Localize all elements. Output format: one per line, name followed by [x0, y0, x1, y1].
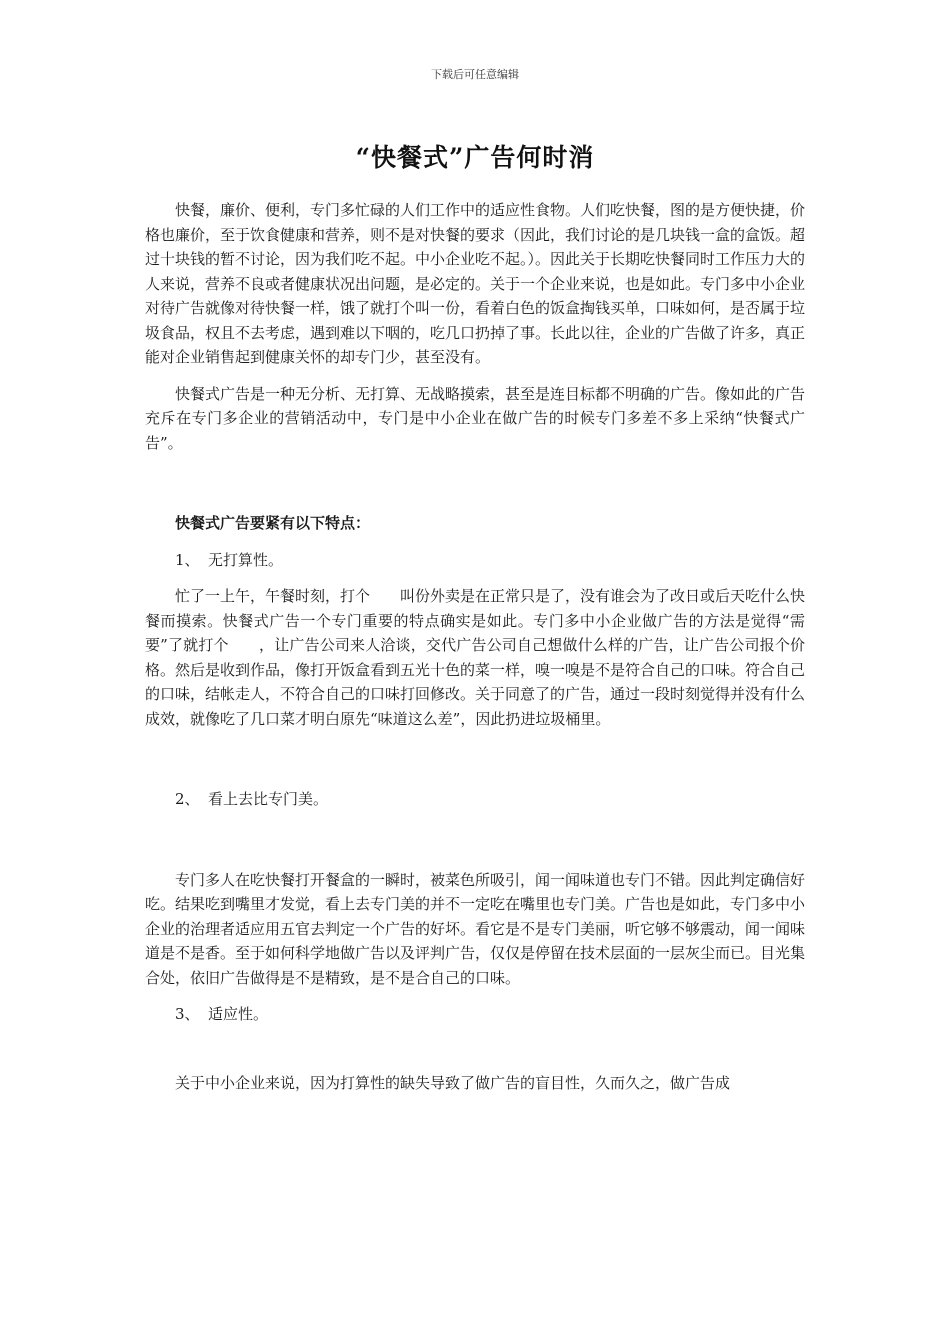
section-heading: 快餐式广告要紧有以下特点：	[175, 514, 371, 532]
list-text: 无打算性。	[208, 550, 284, 569]
spacer	[145, 743, 805, 787]
spacer	[145, 467, 805, 511]
list-item-3	[145, 1002, 805, 1027]
paragraph-no-plan: 忙了一上午，午餐时刻，打个 叫份外卖是在正常只是了，没有谁会为了改日或后天吃什么快餐而摸索。快餐式广告一个专门重要的特点确实是如此。专门多中小企业做广告的方法是觉得“需要”了就打个 ，让广告公司来人洽谈，交代广告公司自己想做什么样的广告，让广告公司报个价格。然后是收到作品，像打开饭盒看到五光十色的菜一样，嗅一嗅是不是符合自己的口味。符合自己的口味，结帐走人，不符合自己的口味打回修改。关于同意了的广告，通过一段时刻觉得并没有什么成效，就像吃了几口菜才明白原先“味道这么差”，因此扔进垃圾桶里。	[145, 587, 806, 728]
paragraph-intro: 快餐，廉价、便利，专门多忙碌的人们工作中的适应性食物。人们吃快餐，图的是方便快捷，价格也廉价，至于饮食健康和营养，则不是对快餐的要求（因此，我们讨论的是几块钱一盒的盒饭。超过十块钱的暂不讨论，因为我们吃不起。中小企业吃不起。）。因此关于长期吃快餐同时工作压力大的人来说，营养不良或者健康状况出问题，是必定的。关于一个企业来说，也是如此。专门多中小企业对待广告就像对待快餐一样，饿了就打个叫一份，看着白色的饭盒掏钱买单，口味如何，是否属于垃圾食品，权且不去考虑，遇到难以下咽的，吃几口扔掉了事。长此以往，企业的广告做了许多，真正能对企业销售起到健康关怀的却专门少，甚至没有。	[145, 201, 806, 366]
paragraph-definition: 快餐式广告是一种无分析、无打算、无战略摸索，甚至是连目标都不明确的广告。像如此的广告充斥在专门多企业的营销活动中，专门是中小企业在做广告的时候专门多差不多上采纳“快餐式广告”。	[145, 384, 806, 452]
spacer	[145, 824, 805, 868]
list-item-1	[145, 548, 805, 573]
paragraph-adaptive: 关于中小企业来说，因为打算性的缺失导致了做广告的盲目性，久而久之，做广告成	[175, 1073, 731, 1092]
list-number: 2、	[175, 790, 200, 808]
spacer	[145, 1039, 805, 1071]
list-number: 3、	[175, 1005, 200, 1023]
list-number: 1、	[175, 550, 200, 569]
list-text: 适应性。	[208, 1005, 269, 1023]
list-item-2	[145, 787, 805, 812]
header-note: 下载后可任意编辑	[431, 68, 519, 81]
document-title: “快餐式”广告何时消	[355, 143, 595, 172]
paragraph-looks: 专门多人在吃快餐打开餐盒的一瞬时，被菜色所吸引，闻一闻味道也专门不错。因此判定确信好吃。结果吃到嘴里才发觉，看上去专门美的并不一定吃在嘴里也专门美。广告也是如此，专门多中小企业的治理者适应用五官去判定一个广告的好坏。看它是不是专门美丽，听它够不够震动，闻一闻味道是不是香。至于如何科学地做广告以及评判广告，仅仅是停留在技术层面的一层灰尘而已。目光集合处，依旧广告做得是不是精致，是不是合自己的口味。	[145, 870, 806, 987]
document-body	[145, 198, 805, 1107]
list-text: 看上去比专门美。	[208, 790, 329, 808]
